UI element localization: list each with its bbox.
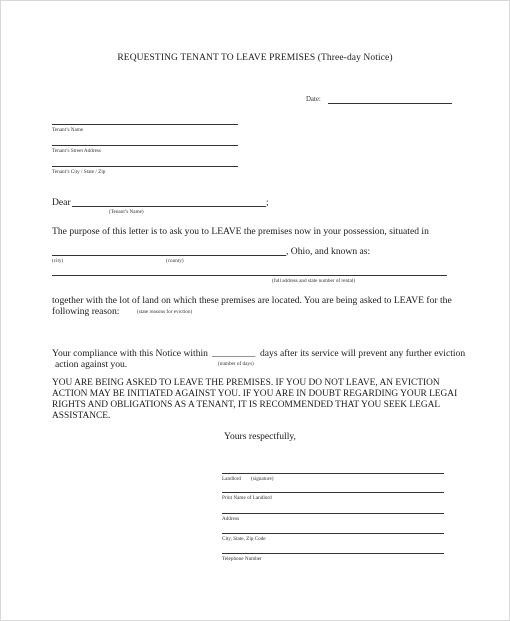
paragraph3-line1-a: Your compliance with this Notice within: [52, 348, 208, 359]
telephone-label: Telephone Number: [222, 556, 262, 562]
tenant-city-line[interactable]: [52, 166, 238, 167]
greeting-name-hint: (Tenant’s Name): [109, 209, 144, 215]
tenant-street-label: Tenant’s Street Address: [52, 148, 101, 154]
tenant-name-label: Tenant’s Name: [52, 127, 84, 133]
city-hint: (city): [52, 258, 64, 264]
tenant-street-line[interactable]: [52, 145, 238, 146]
warning-line2: ACTION MAY BE INITIATED AGAINST YOU. IF YOU ARE IN DOUBT REGARDING YOUR LEGAI: [52, 389, 458, 399]
days-hint: (number of days): [218, 361, 254, 367]
telephone-line[interactable]: [222, 553, 444, 554]
reasons-hint: (state reasons for eviction): [137, 309, 193, 315]
landlord-label: Landlord: [222, 476, 242, 482]
full-address-line[interactable]: [52, 275, 447, 276]
address-line[interactable]: [222, 513, 444, 514]
county-hint: (county): [166, 258, 184, 264]
date-label: Date:: [306, 96, 321, 103]
address-hint: (full address and state number of rental): [272, 278, 355, 284]
greeting-name-line[interactable]: [72, 206, 266, 207]
days-blank[interactable]: _________: [212, 348, 256, 359]
paragraph2-line2: following reason:: [52, 306, 120, 317]
city-county-line[interactable]: [52, 255, 286, 256]
city-state-zip-label: City, State, Zip Code: [222, 536, 266, 542]
paragraph1-line1: The purpose of this letter is to ask you to LEAVE the premises now in your possession, situated in: [52, 226, 429, 237]
address-label: Address: [222, 516, 240, 522]
closing: Yours respectfully,: [224, 431, 296, 442]
city-state-zip-line[interactable]: [222, 533, 444, 534]
paragraph3-line1-b: days after its service will prevent any further eviction: [260, 348, 466, 359]
page-title: REQUESTING TENANT TO LEAVE PREMISES (Three-day Notice): [117, 53, 393, 63]
paragraph1-line2: , Ohio, and known as:: [286, 246, 371, 257]
greeting-colon: ;: [266, 197, 269, 208]
tenant-name-line[interactable]: [52, 124, 238, 125]
warning-line4: ASSISTANCE.: [52, 411, 111, 421]
date-line[interactable]: [328, 103, 452, 104]
warning-line1: YOU ARE BEING ASKED TO LEAVE THE PREMISES. IF YOU DO NOT LEAVE, AN EVICTION: [52, 378, 440, 388]
paragraph3-line2: action against you.: [55, 359, 128, 370]
signature-line[interactable]: [222, 473, 444, 474]
signature-hint: (signature): [251, 476, 274, 482]
print-name-label: Print Name of Landlord: [222, 495, 272, 501]
warning-line3: RIGHTS AND OBLIGATIONS AS A TENANT, IT IS RECOMMENDED THAT YOU SEEK LEGAL: [52, 400, 441, 410]
paragraph2-line1: together with the lot of land on which these premises are located. You are being asked to LEAVE for the: [52, 295, 452, 306]
tenant-city-label: Tenant’s City / State / Zip: [52, 169, 106, 175]
greeting-dear: Dear: [52, 197, 71, 208]
print-name-line[interactable]: [222, 492, 444, 493]
